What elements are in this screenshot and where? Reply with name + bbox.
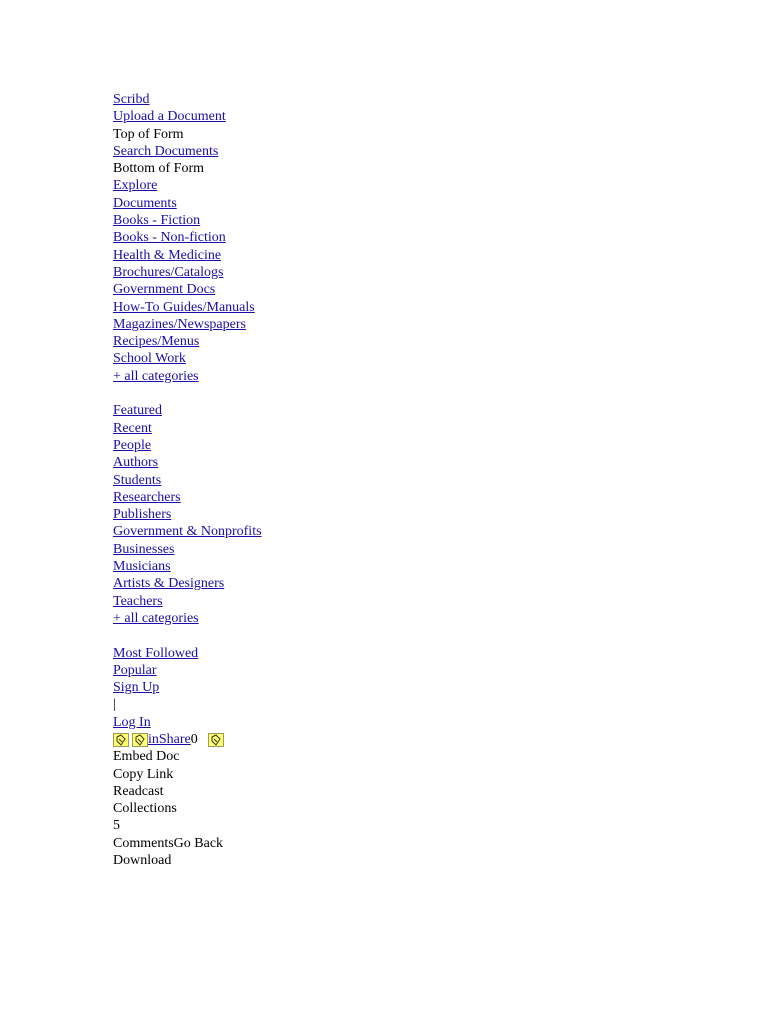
people-link-artists-designers[interactable]: Artists & Designers [113, 576, 225, 592]
category-link-brochures-catalogs[interactable]: Brochures/Catalogs [113, 264, 224, 280]
separator-text: | [113, 697, 116, 713]
share-row [113, 731, 262, 748]
most-followed-link[interactable]: Most Followed [113, 645, 199, 661]
popular-link[interactable]: Popular [113, 662, 157, 678]
inshare-link[interactable]: inShare [148, 731, 191, 747]
people-link-musicians[interactable]: Musicians [113, 559, 171, 575]
people-link-people[interactable]: People [113, 437, 152, 453]
upload-document-link[interactable]: Upload a Document [113, 109, 226, 125]
broken-image-icon[interactable] [113, 733, 129, 747]
category-link-how-to-guides[interactable]: How-To Guides/Manuals [113, 299, 255, 315]
go-back-text[interactable]: Go Back [173, 835, 224, 851]
people-link-teachers[interactable]: Teachers [113, 593, 163, 609]
people-link-government-nonprofits[interactable]: Government & Nonprofits [113, 524, 262, 540]
people-link-publishers[interactable]: Publishers [113, 507, 172, 523]
people-link-authors[interactable]: Authors [113, 455, 159, 471]
readcast-text[interactable]: Readcast [113, 783, 164, 799]
people-link-featured[interactable]: Featured [113, 403, 162, 419]
people-link-researchers[interactable]: Researchers [113, 489, 181, 505]
comment-count: 5 [113, 818, 120, 834]
explore-link[interactable]: Explore [113, 178, 158, 194]
people-link-businesses[interactable]: Businesses [113, 541, 175, 557]
category-link-health-medicine[interactable]: Health & Medicine [113, 247, 222, 263]
download-text[interactable]: Download [113, 853, 172, 869]
sign-up-link[interactable]: Sign Up [113, 680, 160, 696]
spacer [113, 385, 262, 402]
embed-doc-text[interactable]: Embed Doc [113, 749, 180, 765]
comments-go-back-row [113, 835, 262, 852]
broken-image-icon[interactable] [208, 733, 224, 747]
share-count: 0 [190, 731, 198, 747]
all-categories-link[interactable]: + all categories [113, 368, 199, 384]
scribd-nav-text [113, 91, 262, 869]
category-link-government-docs[interactable]: Government Docs [113, 282, 216, 298]
people-link-recent[interactable]: Recent [113, 420, 152, 436]
documents-link[interactable]: Documents [113, 195, 177, 211]
bottom-of-form-text: Bottom of Form [113, 161, 205, 177]
broken-image-icon[interactable] [132, 733, 148, 747]
top-of-form-text: Top of Form [113, 126, 184, 142]
scribd-link[interactable]: Scribd [113, 92, 150, 107]
people-all-categories-link[interactable]: + all categories [113, 610, 199, 626]
log-in-link[interactable]: Log In [113, 714, 151, 730]
category-link-school-work[interactable]: School Work [113, 351, 186, 367]
category-link-recipes-menus[interactable]: Recipes/Menus [113, 334, 200, 350]
copy-link-text[interactable]: Copy Link [113, 766, 174, 782]
people-link-students[interactable]: Students [113, 472, 162, 488]
category-link-magazines-newspapers[interactable]: Magazines/Newspapers [113, 316, 246, 332]
spacer [113, 627, 262, 644]
collections-text[interactable]: Collections [113, 801, 177, 817]
comments-text[interactable]: Comments [113, 835, 174, 851]
search-documents-link[interactable]: Search Documents [113, 143, 219, 159]
category-link-books-nonfiction[interactable]: Books - Non-fiction [113, 230, 226, 246]
category-link-books-fiction[interactable]: Books - Fiction [113, 213, 201, 229]
